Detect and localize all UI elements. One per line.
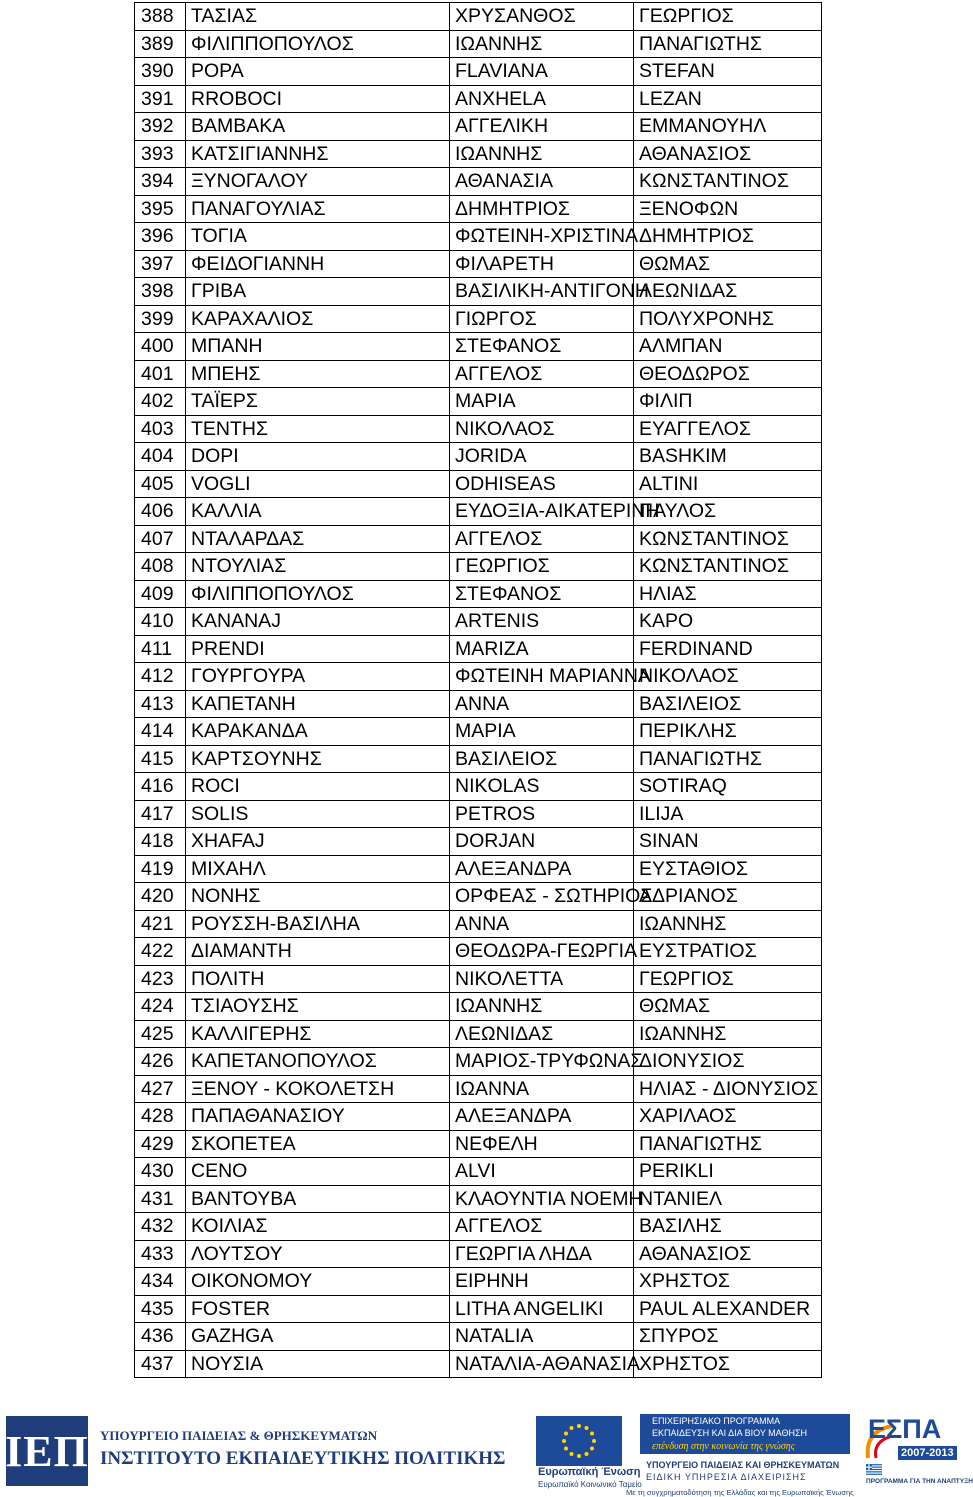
greek-flag-icon <box>866 1464 882 1475</box>
father-name-cell: ΒΑΣΙΛΗΣ <box>634 1213 822 1241</box>
father-name-cell: ΑΛΜΠΑΝ <box>634 333 822 361</box>
first-name-cell: ΑΓΓΕΛΟΣ <box>450 525 634 553</box>
father-name-cell: ΠΕΡΙΚΛΗΣ <box>634 718 822 746</box>
father-name-cell: FERDINAND <box>634 635 822 663</box>
table-row <box>135 608 822 636</box>
father-name-cell: ΒΑΣΙΛΕΙΟΣ <box>634 690 822 718</box>
program-slogan: επένδυση στην κοινωνία της γνώσης <box>652 1441 795 1452</box>
father-name-cell: SOTIRAQ <box>634 773 822 801</box>
names-table-container <box>134 2 821 1378</box>
father-name-cell: ΚΩΝΣΤΑΝΤΙΝΟΣ <box>634 553 822 581</box>
father-name-cell: ΠΑΝΑΓΙΩΤΗΣ <box>634 1130 822 1158</box>
program-line-1: ΕΠΙΧΕΙΡΗΣΙΑΚΟ ΠΡΟΓΡΑΜΜΑ <box>652 1416 781 1426</box>
father-name-cell: ΕΥΑΓΓΕΛΟΣ <box>634 415 822 443</box>
father-name-cell: ΧΡΗΣΤΟΣ <box>634 1350 822 1378</box>
institute-name: ΙΝΣΤΙΤΟΥΤΟ ΕΚΠΑΙΔΕΥΤΙΚΗΣ ΠΟΛΙΤΙΚΗΣ <box>100 1448 506 1469</box>
row-number-cell: 434 <box>135 1268 186 1296</box>
row-number-cell: 397 <box>135 250 186 278</box>
father-name-cell: ΠΟΛΥΧΡΟΝΗΣ <box>634 305 822 333</box>
first-name-cell: ΝΕΦΕΛΗ <box>450 1130 634 1158</box>
table-row <box>135 690 822 718</box>
row-number-cell: 425 <box>135 1020 186 1048</box>
eu-fund: Ευρωπαϊκό Κοινωνικό Ταμείο <box>538 1480 642 1489</box>
cofinance-note: Με τη συγχρηματοδότηση της Ελλάδας και της Ευρωπαϊκής Ένωσης <box>626 1488 854 1497</box>
table-row <box>135 1130 822 1158</box>
surname-cell: ΔΙΑΜΑΝΤΗ <box>186 938 450 966</box>
father-name-cell: ΚΩΝΣΤΑΝΤΙΝΟΣ <box>634 525 822 553</box>
father-name-cell: ΕΥΣΤΡΑΤΙΟΣ <box>634 938 822 966</box>
father-name-cell: SINAN <box>634 828 822 856</box>
first-name-cell: ΚΛΑΟΥΝΤΙΑ ΝΟΕΜΗ <box>450 1185 634 1213</box>
managing-authority: ΕΙΔΙΚΗ ΥΠΗΡΕΣΙΑ ΔΙΑΧΕΙΡΙΣΗΣ <box>646 1472 807 1482</box>
table-row <box>135 3 822 31</box>
iep-logo: ΙΕΠ <box>6 1416 88 1486</box>
eu-name: Ευρωπαϊκή Ένωση <box>538 1466 641 1478</box>
eu-star-icon <box>590 1432 594 1436</box>
surname-cell: ΚΑΝΑΝΑJ <box>186 608 450 636</box>
eu-star-icon <box>577 1424 581 1428</box>
row-number-cell: 435 <box>135 1295 186 1323</box>
first-name-cell: ΙΩΑΝΝΗΣ <box>450 993 634 1021</box>
first-name-cell: ΑΓΓΕΛΙΚΗ <box>450 113 634 141</box>
row-number-cell: 433 <box>135 1240 186 1268</box>
table-row <box>135 388 822 416</box>
first-name-cell: ΜΑΡΙΟΣ-ΤΡΥΦΩΝΑΣ <box>450 1048 634 1076</box>
table-row <box>135 1020 822 1048</box>
father-name-cell: ΠΑΝΑΓΙΩΤΗΣ <box>634 30 822 58</box>
surname-cell: ΡΟΥΣΣΗ-ΒΑΣΙΛΗΑ <box>186 910 450 938</box>
father-name-cell: ΧΑΡΙΛΑΟΣ <box>634 1103 822 1131</box>
table-row <box>135 333 822 361</box>
row-number-cell: 420 <box>135 883 186 911</box>
espa-program-text: ΠΡΟΓΡΑΜΜΑ ΓΙΑ ΤΗΝ ΑΝΑΠΤΥΞΗ <box>866 1478 973 1485</box>
row-number-cell: 407 <box>135 525 186 553</box>
first-name-cell: ΝΙΚΟΛΑΟΣ <box>450 415 634 443</box>
first-name-cell: ΑΛΕΞΑΝΔΡΑ <box>450 1103 634 1131</box>
table-row <box>135 910 822 938</box>
row-number-cell: 429 <box>135 1130 186 1158</box>
surname-cell: ΚΑΛΛΙΑ <box>186 498 450 526</box>
table-row <box>135 1048 822 1076</box>
eu-star-icon <box>590 1447 594 1451</box>
table-row <box>135 883 822 911</box>
father-name-cell: KAPO <box>634 608 822 636</box>
table-row <box>135 168 822 196</box>
first-name-cell: ΑΝΝΑ <box>450 690 634 718</box>
ministry-name: ΥΠΟΥΡΓΕΙΟ ΠΑΙΔΕΙΑΣ & ΘΡΗΣΚΕΥΜΑΤΩΝ <box>100 1428 378 1443</box>
first-name-cell: ALVI <box>450 1158 634 1186</box>
row-number-cell: 415 <box>135 745 186 773</box>
table-row <box>135 223 822 251</box>
first-name-cell: ΑΛΕΞΑΝΔΡΑ <box>450 855 634 883</box>
surname-cell: ΤΟΓΙΑ <box>186 223 450 251</box>
father-name-cell: ΠΑΝΑΓΙΩΤΗΣ <box>634 745 822 773</box>
father-name-cell: ΘΕΟΔΩΡΟΣ <box>634 360 822 388</box>
surname-cell: ΒΑΝΤΟΥΒΑ <box>186 1185 450 1213</box>
table-row <box>135 1103 822 1131</box>
father-name-cell: ΦΙΛΙΠ <box>634 388 822 416</box>
table-row <box>135 1185 822 1213</box>
table-row <box>135 1213 822 1241</box>
surname-cell: ΟΙΚΟΝΟΜΟΥ <box>186 1268 450 1296</box>
surname-cell: ΞΕΝΟΥ - ΚΟΚΟΛΕΤΣΗ <box>186 1075 450 1103</box>
surname-cell: ΓΡΙΒΑ <box>186 278 450 306</box>
table-row <box>135 443 822 471</box>
row-number-cell: 409 <box>135 580 186 608</box>
table-row <box>135 745 822 773</box>
first-name-cell: ΑΝΝΑ <box>450 910 634 938</box>
row-number-cell: 417 <box>135 800 186 828</box>
father-name-cell: STEFAN <box>634 58 822 86</box>
surname-cell: ΤΑΣΙΑΣ <box>186 3 450 31</box>
table-row <box>135 30 822 58</box>
first-name-cell: ΓΙΩΡΓΟΣ <box>450 305 634 333</box>
row-number-cell: 427 <box>135 1075 186 1103</box>
names-table-body <box>135 3 822 1378</box>
first-name-cell: ΙΩΑΝΝΗΣ <box>450 140 634 168</box>
row-number-cell: 413 <box>135 690 186 718</box>
row-number-cell: 390 <box>135 58 186 86</box>
first-name-cell: ΑΓΓΕΛΟΣ <box>450 360 634 388</box>
surname-cell: FOSTER <box>186 1295 450 1323</box>
surname-cell: ΣΚΟΠΕΤΕΑ <box>186 1130 450 1158</box>
father-name-cell: ΓΕΩΡΓΙΟΣ <box>634 3 822 31</box>
first-name-cell: ΦΩΤΕΙΝΗ ΜΑΡΙΑΝΝΑ <box>450 663 634 691</box>
row-number-cell: 422 <box>135 938 186 966</box>
row-number-cell: 398 <box>135 278 186 306</box>
surname-cell: ΒΑΜΒΑΚΑ <box>186 113 450 141</box>
row-number-cell: 406 <box>135 498 186 526</box>
father-name-cell: ΠΑΥΛΟΣ <box>634 498 822 526</box>
surname-cell: ΚΑΤΣΙΓΙΑΝΝΗΣ <box>186 140 450 168</box>
surname-cell: XHAFAJ <box>186 828 450 856</box>
surname-cell: DOPI <box>186 443 450 471</box>
table-row <box>135 58 822 86</box>
row-number-cell: 410 <box>135 608 186 636</box>
first-name-cell: ΧΡΥΣΑΝΘΟΣ <box>450 3 634 31</box>
table-row <box>135 498 822 526</box>
table-row <box>135 250 822 278</box>
table-row <box>135 360 822 388</box>
surname-cell: ΚΑΡΤΣΟΥΝΗΣ <box>186 745 450 773</box>
row-number-cell: 428 <box>135 1103 186 1131</box>
father-name-cell: ΕΜΜΑΝΟΥΗΛ <box>634 113 822 141</box>
eu-star-icon <box>564 1432 568 1436</box>
first-name-cell: ΒΑΣΙΛΙΚΗ-ΑΝΤΙΓΟΝΗ <box>450 278 634 306</box>
father-name-cell: ΓΕΩΡΓΙΟΣ <box>634 965 822 993</box>
eu-star-icon <box>577 1454 581 1458</box>
father-name-cell: ΑΔΡΙΑΝΟΣ <box>634 883 822 911</box>
espa-years: 2007-2013 <box>898 1446 957 1460</box>
table-row <box>135 415 822 443</box>
surname-cell: ΚΑΛΛΙΓΕΡΗΣ <box>186 1020 450 1048</box>
father-name-cell: ΧΡΗΣΤΟΣ <box>634 1268 822 1296</box>
eu-star-icon <box>570 1426 574 1430</box>
first-name-cell: ΛΕΩΝΙΔΑΣ <box>450 1020 634 1048</box>
father-name-cell: ΗΛΙΑΣ <box>634 580 822 608</box>
row-number-cell: 411 <box>135 635 186 663</box>
first-name-cell: LITHA ANGELIKI <box>450 1295 634 1323</box>
first-name-cell: ΓΕΩΡΓΙΟΣ <box>450 553 634 581</box>
first-name-cell: PETROS <box>450 800 634 828</box>
eu-flag-icon <box>536 1416 622 1466</box>
surname-cell: ΤΑΪΕΡΣ <box>186 388 450 416</box>
eu-star-icon <box>570 1452 574 1456</box>
father-name-cell: ΞΕΝΟΦΩΝ <box>634 195 822 223</box>
father-name-cell: ILIJA <box>634 800 822 828</box>
surname-cell: ΠΑΝΑΓΟΥΛΙΑΣ <box>186 195 450 223</box>
first-name-cell: ΟΡΦΕΑΣ - ΣΩΤΗΡΙΟΣ <box>450 883 634 911</box>
ministry-line: ΥΠΟΥΡΓΕΙΟ ΠΑΙΔΕΙΑΣ ΚΑΙ ΘΡΗΣΚΕΥΜΑΤΩΝ <box>646 1460 840 1470</box>
surname-cell: ΚΟΙΛΙΑΣ <box>186 1213 450 1241</box>
father-name-cell: BASHKIM <box>634 443 822 471</box>
table-row <box>135 305 822 333</box>
table-row <box>135 525 822 553</box>
table-row <box>135 580 822 608</box>
surname-cell: CENO <box>186 1158 450 1186</box>
surname-cell: ROCI <box>186 773 450 801</box>
table-row <box>135 993 822 1021</box>
surname-cell: ΜΠΑΝΗ <box>186 333 450 361</box>
first-name-cell: ΒΑΣΙΛΕΙΟΣ <box>450 745 634 773</box>
table-row <box>135 1323 822 1351</box>
row-number-cell: 393 <box>135 140 186 168</box>
table-row <box>135 140 822 168</box>
row-number-cell: 394 <box>135 168 186 196</box>
row-number-cell: 426 <box>135 1048 186 1076</box>
eu-star-icon <box>564 1447 568 1451</box>
row-number-cell: 418 <box>135 828 186 856</box>
first-name-cell: DORJAN <box>450 828 634 856</box>
table-row <box>135 85 822 113</box>
surname-cell: ΚΑΡΑΧΑΛΙΟΣ <box>186 305 450 333</box>
table-row <box>135 1350 822 1378</box>
row-number-cell: 400 <box>135 333 186 361</box>
surname-cell: ΦΙΛΙΠΠΟΠΟΥΛΟΣ <box>186 30 450 58</box>
table-row <box>135 855 822 883</box>
surname-cell: ΤΣΙΑΟΥΣΗΣ <box>186 993 450 1021</box>
row-number-cell: 401 <box>135 360 186 388</box>
row-number-cell: 389 <box>135 30 186 58</box>
first-name-cell: JORIDA <box>450 443 634 471</box>
first-name-cell: ΔΗΜΗΤΡΙΟΣ <box>450 195 634 223</box>
row-number-cell: 430 <box>135 1158 186 1186</box>
surname-cell: ΡΟΡΑ <box>186 58 450 86</box>
row-number-cell: 404 <box>135 443 186 471</box>
father-name-cell: PAUL ALEXANDER <box>634 1295 822 1323</box>
first-name-cell: FLAVIANA <box>450 58 634 86</box>
eu-star-icon <box>585 1426 589 1430</box>
father-name-cell: ΔΙΟΝΥΣΙΟΣ <box>634 1048 822 1076</box>
row-number-cell: 388 <box>135 3 186 31</box>
first-name-cell: ΝΑΤΑΛΙΑ-ΑΘΑΝΑΣΙΑ <box>450 1350 634 1378</box>
first-name-cell: ΙΩΑΝΝΑ <box>450 1075 634 1103</box>
first-name-cell: MARIZA <box>450 635 634 663</box>
father-name-cell: ΣΠΥΡΟΣ <box>634 1323 822 1351</box>
first-name-cell: ΑΘΑΝΑΣΙΑ <box>450 168 634 196</box>
first-name-cell: ΜΑΡΙΑ <box>450 718 634 746</box>
espa-logo: ΕΣΠΑ <box>868 1414 942 1444</box>
names-table <box>134 2 822 1378</box>
table-row <box>135 663 822 691</box>
surname-cell: ΚΑΡΑΚΑΝΔΑ <box>186 718 450 746</box>
first-name-cell: NIKOLAS <box>450 773 634 801</box>
table-row <box>135 1268 822 1296</box>
table-row <box>135 470 822 498</box>
surname-cell: ΝΟΥΣΙΑ <box>186 1350 450 1378</box>
table-row <box>135 1295 822 1323</box>
first-name-cell: ΕΙΡΗΝΗ <box>450 1268 634 1296</box>
row-number-cell: 396 <box>135 223 186 251</box>
row-number-cell: 395 <box>135 195 186 223</box>
footer-logos <box>0 1408 973 1497</box>
father-name-cell: ΙΩΑΝΝΗΣ <box>634 910 822 938</box>
row-number-cell: 416 <box>135 773 186 801</box>
table-row <box>135 195 822 223</box>
first-name-cell: ΘΕΟΔΩΡΑ-ΓΕΩΡΓΙΑ <box>450 938 634 966</box>
row-number-cell: 399 <box>135 305 186 333</box>
surname-cell: RROBOCI <box>186 85 450 113</box>
surname-cell: ΚΑΠΕΤΑΝΗ <box>186 690 450 718</box>
row-number-cell: 412 <box>135 663 186 691</box>
first-name-cell: ΓΕΩΡΓΙΑ ΛΗΔΑ <box>450 1240 634 1268</box>
surname-cell: ΠΑΠΑΘΑΝΑΣΙΟΥ <box>186 1103 450 1131</box>
first-name-cell: NATALIA <box>450 1323 634 1351</box>
father-name-cell: ΑΘΑΝΑΣΙΟΣ <box>634 140 822 168</box>
father-name-cell: ΗΛΙΑΣ - ΔΙΟΝΥΣΙΟΣ <box>634 1075 822 1103</box>
row-number-cell: 424 <box>135 993 186 1021</box>
father-name-cell: PERIKLI <box>634 1158 822 1186</box>
father-name-cell: ΝΤΑΝΙΕΛ <box>634 1185 822 1213</box>
table-row <box>135 1158 822 1186</box>
row-number-cell: 408 <box>135 553 186 581</box>
first-name-cell: ARTENIS <box>450 608 634 636</box>
father-name-cell: ΕΥΣΤΑΘΙΟΣ <box>634 855 822 883</box>
father-name-cell: ΑΘΑΝΑΣΙΟΣ <box>634 1240 822 1268</box>
table-row <box>135 553 822 581</box>
father-name-cell: ΝΙΚΟΛΑΟΣ <box>634 663 822 691</box>
row-number-cell: 392 <box>135 113 186 141</box>
surname-cell: GAZHGA <box>186 1323 450 1351</box>
surname-cell: ΓΟΥΡΓΟΥΡΑ <box>186 663 450 691</box>
row-number-cell: 421 <box>135 910 186 938</box>
father-name-cell: ΛΕΩΝΙΔΑΣ <box>634 278 822 306</box>
surname-cell: ΝΤΑΛΑΡΔΑΣ <box>186 525 450 553</box>
surname-cell: ΜΙΧΑΗΛ <box>186 855 450 883</box>
first-name-cell: ΦΩΤΕΙΝΗ-ΧΡΙΣΤΙΝΑ <box>450 223 634 251</box>
surname-cell: ΦΙΛΙΠΠΟΠΟΥΛΟΣ <box>186 580 450 608</box>
eu-star-icon <box>592 1439 596 1443</box>
row-number-cell: 423 <box>135 965 186 993</box>
surname-cell: ΦΕΙΔΟΓΙΑΝΝΗ <box>186 250 450 278</box>
first-name-cell: ANXHELA <box>450 85 634 113</box>
first-name-cell: ΣΤΕΦΑΝΟΣ <box>450 580 634 608</box>
first-name-cell: ΝΙΚΟΛΕΤΤΑ <box>450 965 634 993</box>
table-row <box>135 718 822 746</box>
table-row <box>135 965 822 993</box>
row-number-cell: 432 <box>135 1213 186 1241</box>
row-number-cell: 431 <box>135 1185 186 1213</box>
eu-star-icon <box>562 1439 566 1443</box>
surname-cell: ΤΕΝΤΗΣ <box>186 415 450 443</box>
table-row <box>135 278 822 306</box>
first-name-cell: ΣΤΕΦΑΝΟΣ <box>450 333 634 361</box>
first-name-cell: ΑΓΓΕΛΟΣ <box>450 1213 634 1241</box>
surname-cell: VOGLI <box>186 470 450 498</box>
eu-star-icon <box>585 1452 589 1456</box>
surname-cell: ΚΑΠΕΤΑΝΟΠΟΥΛΟΣ <box>186 1048 450 1076</box>
surname-cell: ΠΟΛΙΤΗ <box>186 965 450 993</box>
first-name-cell: ΕΥΔΟΞΙΑ-ΑΙΚΑΤΕΡΙΝΗ <box>450 498 634 526</box>
father-name-cell: ΔΗΜΗΤΡΙΟΣ <box>634 223 822 251</box>
surname-cell: ΛΟΥΤΣΟΥ <box>186 1240 450 1268</box>
table-row <box>135 1075 822 1103</box>
table-row <box>135 938 822 966</box>
row-number-cell: 414 <box>135 718 186 746</box>
table-row <box>135 828 822 856</box>
row-number-cell: 405 <box>135 470 186 498</box>
surname-cell: ΝΤΟΥΛΙΑΣ <box>186 553 450 581</box>
surname-cell: ΜΠΕΗΣ <box>186 360 450 388</box>
father-name-cell: ΘΩΜΑΣ <box>634 250 822 278</box>
first-name-cell: ΜΑΡΙΑ <box>450 388 634 416</box>
surname-cell: ΞΥΝΟΓΑΛΟΥ <box>186 168 450 196</box>
father-name-cell: ΘΩΜΑΣ <box>634 993 822 1021</box>
surname-cell: ΝΟΝΗΣ <box>186 883 450 911</box>
program-line-2: ΕΚΠΑΙΔΕΥΣΗ ΚΑΙ ΔΙΑ ΒΙΟΥ ΜΑΘΗΣΗ <box>652 1428 808 1438</box>
table-row <box>135 1240 822 1268</box>
surname-cell: PRENDI <box>186 635 450 663</box>
row-number-cell: 419 <box>135 855 186 883</box>
father-name-cell: ΙΩΑΝΝΗΣ <box>634 1020 822 1048</box>
table-row <box>135 773 822 801</box>
father-name-cell: ΚΩΝΣΤΑΝΤΙΝΟΣ <box>634 168 822 196</box>
first-name-cell: ΦΙΛΑΡΕΤΗ <box>450 250 634 278</box>
father-name-cell: ALTINI <box>634 470 822 498</box>
table-row <box>135 113 822 141</box>
row-number-cell: 436 <box>135 1323 186 1351</box>
row-number-cell: 402 <box>135 388 186 416</box>
father-name-cell: LEZAN <box>634 85 822 113</box>
row-number-cell: 403 <box>135 415 186 443</box>
table-row <box>135 635 822 663</box>
first-name-cell: ΙΩΑΝΝΗΣ <box>450 30 634 58</box>
row-number-cell: 391 <box>135 85 186 113</box>
first-name-cell: ODHISEAS <box>450 470 634 498</box>
table-row <box>135 800 822 828</box>
row-number-cell: 437 <box>135 1350 186 1378</box>
surname-cell: SOLIS <box>186 800 450 828</box>
